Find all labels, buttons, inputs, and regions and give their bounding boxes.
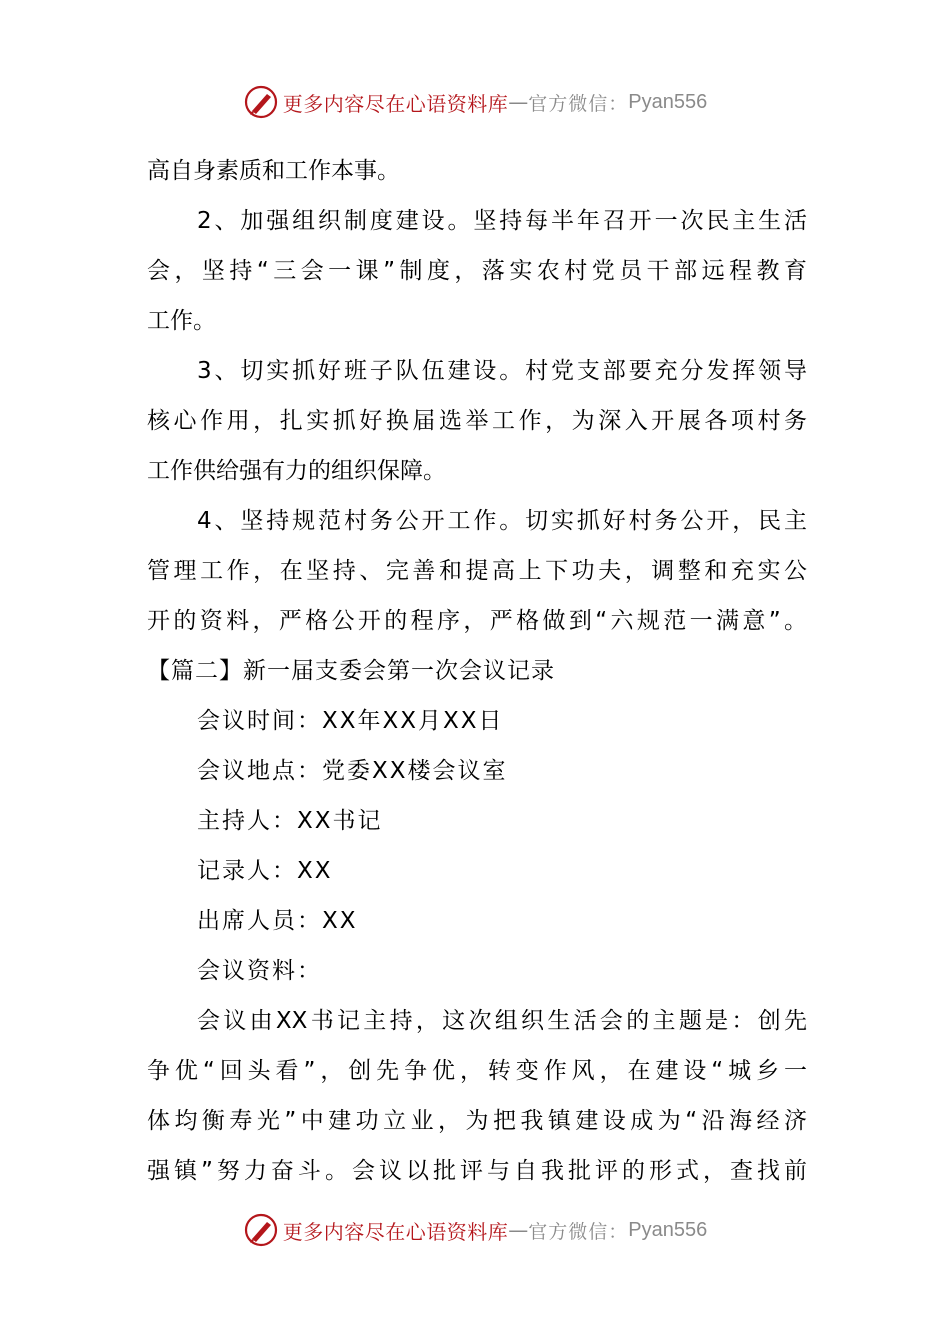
paragraph-line: 体均衡寿光”中建功立业，为把我镇建设成为“沿海经济 (147, 1108, 807, 1134)
paragraph-line: 高自身素质和工作本事。 (147, 158, 400, 184)
paragraph-line: 争优“回头看”，创先争优，转变作风，在建设“城乡一 (147, 1058, 807, 1084)
paragraph-line: 工作供给强有力的组织保障。 (147, 458, 446, 484)
meeting-host: 主持人：XX书记 (197, 808, 383, 834)
paragraph-line: 开的资料，严格公开的程序，严格做到“六规范一满意”。 (147, 608, 807, 634)
banner-contact-label: 官方微信： (528, 1220, 629, 1243)
banner-brand-text: 更多内容尽在心语资料库 (282, 1219, 509, 1244)
banner-contact-label: 官方微信： (528, 92, 629, 115)
meeting-recorder: 记录人：XX (197, 858, 333, 884)
pen-logo-icon (243, 84, 279, 120)
paragraph-line: 会议由XX书记主持，这次组织生活会的主题是：创先 (197, 1008, 807, 1034)
footer-banner (0, 1210, 950, 1250)
banner-separator: — (508, 90, 529, 114)
meeting-attendees: 出席人员：XX (197, 908, 358, 934)
document-body (147, 146, 807, 1196)
meeting-materials-label: 会议资料： (197, 958, 322, 984)
header-banner (0, 82, 950, 122)
section-heading: 【篇二】新一届支委会第一次会议记录 (147, 658, 555, 684)
banner-brand-text: 更多内容尽在心语资料库 (282, 91, 509, 116)
paragraph-line: 工作。 (147, 308, 216, 334)
paragraph-line: 2、加强组织制度建设。坚持每半年召开一次民主生活 (197, 208, 807, 234)
paragraph-line: 3、切实抓好班子队伍建设。村党支部要充分发挥领导 (197, 358, 807, 384)
meeting-time: 会议时间：XX年XX月XX日 (197, 708, 504, 734)
pen-logo-icon (243, 1212, 279, 1248)
banner-wechat-id: Pyan556 (628, 1218, 708, 1241)
banner-wechat-id: Pyan556 (628, 90, 708, 113)
banner-separator: — (508, 1218, 529, 1242)
paragraph-line: 管理工作，在坚持、完善和提高上下功夫，调整和充实公 (147, 558, 807, 584)
meeting-location: 会议地点：党委XX楼会议室 (197, 758, 508, 784)
paragraph-line: 会，坚持“三会一课”制度，落实农村党员干部远程教育 (147, 258, 807, 284)
paragraph-line: 强镇”努力奋斗。会议以批评与自我批评的形式，查找前 (147, 1158, 807, 1184)
paragraph-line: 4、坚持规范村务公开工作。切实抓好村务公开，民主 (197, 508, 807, 534)
paragraph-line: 核心作用，扎实抓好换届选举工作，为深入开展各项村务 (147, 408, 807, 434)
